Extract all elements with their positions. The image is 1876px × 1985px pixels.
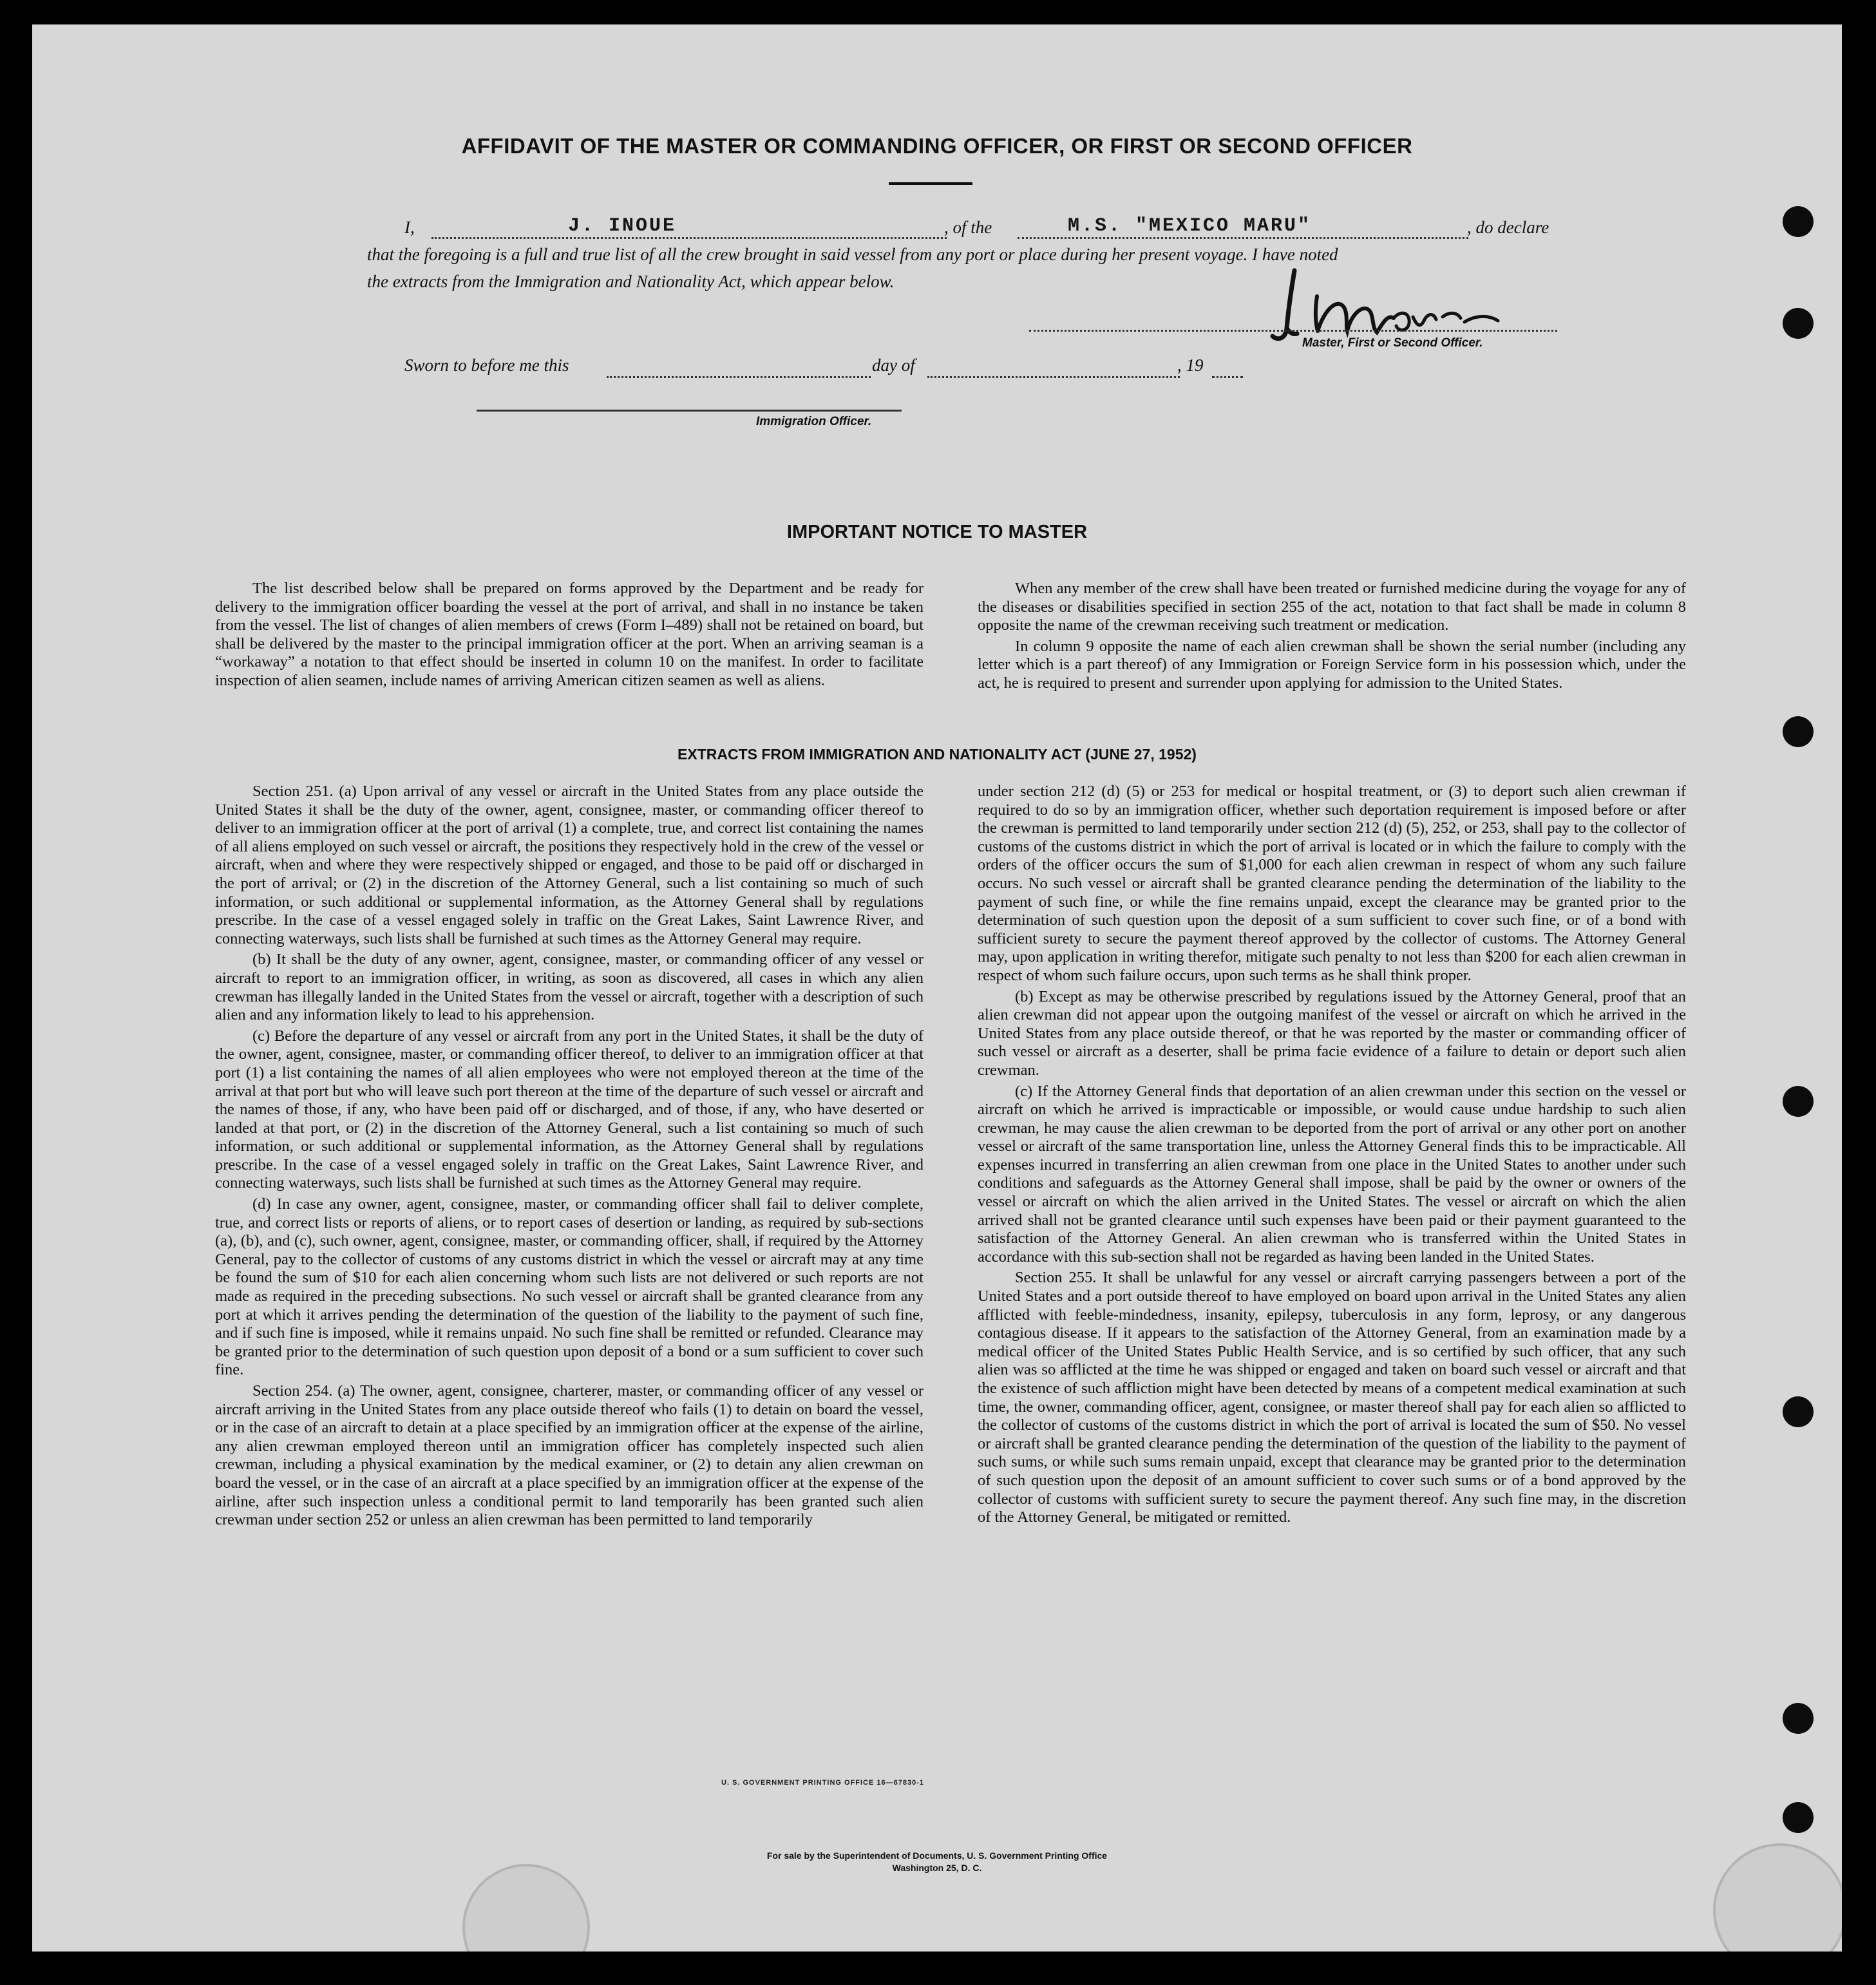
binder-hole — [1783, 1703, 1814, 1734]
immigration-officer-caption: Immigration Officer. — [756, 415, 872, 428]
section-251-a: Section 251. (a) Upon arrival of any vessel or aircraft in the United States from any place outside the United States it shall be the duty of the owner, agent, consignee, master, or commanding officer thereof to deliver to an immigration officer at the port of arrival (1) a complete, true, and correct list containing the names of all aliens employed on such vessel or aircraft, the positions they respectively hold in the crew of the vessel or aircraft, when and where they were respectively shipped or engaged, and those to be paid off or discharged in the port of arrival; or (2) in the discretion of the Attorney General, such a list containing so much of such information, or such additional or supplemental information, as the Attorney General shall by regulations prescribe. In the case of a vessel engaged solely in traffic on the Great Lakes, Saint Lawrence River, and connecting waterways, such lists shall be furnished at such times as the Attorney General may require. — [215, 783, 924, 947]
extracts-heading: EXTRACTS FROM IMMIGRATION AND NATIONALITY ACT (JUNE 27, 1952) — [677, 746, 1197, 763]
title-underline — [889, 182, 972, 185]
signature-line — [1029, 330, 1557, 332]
immigration-officer-line — [477, 410, 902, 412]
declaration-prefix: I, — [404, 218, 415, 237]
section-254-c: (c) If the Attorney General finds that deportation of an alien crewman under this section on the vessel or aircraft on which he arrived is impracticable or impossible, or would cause undue hardship to such alien crewman, he may cause the alien crewman to be deported from the port of arrival or any other port on another vessel or aircraft of the same transportation line, unless the Attorney General finds this to be impracticable. All expenses incurred in transferring an alien crewman from one place in the United States to another under such conditions and safeguards as the Attorney General shall impose, shall be paid by the owner or owners of the vessel or aircraft on which the alien arrived in the United States. The vessel or aircraft on which the alien arrived shall not be granted clearance until such expenses have been paid or their payment guaranteed to the satisfaction of the Attorney General. An alien crewman who is transferred within the United States in accordance with this sub-section shall not be regarded as having been landed in the United States. — [978, 1082, 1686, 1266]
binder-hole — [1783, 1802, 1814, 1833]
notice-paragraph: The list described below shall be prepared on forms approved by the Department and be ready for delivery to the immigration officer boarding the vessel at the port of arrival, and shall in no instance be taken from the vessel. The list of changes of alien members of crews (Form I–489) shall not be retained on board, but shall be delivered by the master to the principal immigration officer at the port. When an arriving seaman is a “workaway” a notation to that effect should be inserted in column 10 on the manifest. In order to facilitate inspection of alien seamen, include names of arriving American citizen seamen as well as aliens. — [215, 580, 924, 689]
binder-hole — [1783, 1396, 1814, 1427]
notice-paragraph: In column 9 opposite the name of each alien crewman shall be shown the serial number (including any letter which is a part thereof) of any Immigration or Foreign Service form in his possession which, under the act, he is required to present and surrender upon applying for admission to the United States. — [978, 637, 1686, 692]
do-declare-label: , do declare — [1467, 218, 1549, 237]
sworn-year-line — [1212, 376, 1243, 378]
binder-hole — [1783, 1086, 1814, 1117]
section-251-b: (b) It shall be the duty of any owner, agent, consignee, master, or commanding officer of any vessel or aircraft to report to an immigration officer, in writing, as soon as discovered, all cases in which any alien crewman has illegally landed in the United States from the vessel or aircraft, together with a description of such alien and any information likely to lead to his apprehension. — [215, 951, 924, 1024]
sale-notice — [32, 1850, 1842, 1874]
officer-name-field[interactable]: J. INOUE — [568, 215, 677, 237]
declaration-line-2: that the foregoing is a full and true list of all the crew brought in said vessel from any port or place during her present voyage. I have noted — [367, 245, 1338, 264]
section-254-a: Section 254. (a) The owner, agent, consignee, charterer, master, or commanding officer of any vessel or aircraft arriving in the United States from any place outside thereof who fails (1) to detain on board the vessel, or in the case of an aircraft to detain at a place specified by an immigration officer at the expense of the airline, any alien crewman employed thereon until an immigration officer has completely inspected such alien crewman, including a physical examination by the medical examiner, or (2) to detain any alien crewman on board the vessel, or in the case of an aircraft at a place specified by an immigration officer at the expense of the airline, after such inspection unless a conditional permit to land temporarily has been granted such alien crewman under section 252 or unless an alien crewman has been permitted to land temporarily — [215, 1382, 924, 1529]
printing-office-line: U. S. GOVERNMENT PRINTING OFFICE 16—67830-1 — [721, 1779, 925, 1787]
binder-hole — [1783, 206, 1814, 237]
signature-caption: Master, First or Second Officer. — [1302, 336, 1483, 350]
notice-right-column — [978, 580, 1686, 696]
section-254-a-continued: under section 212 (d) (5) or 253 for medical or hospital treatment, or (3) to deport such alien crewman if required to do so by an immigration officer, whether such deportation requirement is imposed before or after the crewman is permitted to land temporarily under section 212 (d) (5), 252, or 253, shall pay to the collector of customs of the customs district in which the port of arrival is located or in which the failure to comply with the orders of the officer occurs the sum of $1,000 for each alien crewman in respect of whom any such failure occurs. No such vessel or aircraft shall be granted clearance pending the determination of the liability to the payment of such fine, or while the fine remains unpaid, except the clearance may be granted prior to the determination of such question upon the deposit of a sum sufficient to cover such fine, or of a bond with sufficient surety to secure the payment thereof approved by the collector of customs. The Attorney General may, upon application in writing therefor, mitigate such penalty to not less than $200 for each alien crewman in respect of whom such failure occurs, upon such terms as he shall think proper. — [978, 783, 1686, 984]
affidavit-title: AFFIDAVIT OF THE MASTER OR COMMANDING OFFICER, OR FIRST OR SECOND OFFICER — [461, 134, 1413, 158]
officer-name-line — [431, 237, 947, 239]
vessel-name-field[interactable]: M.S. "MEXICO MARU" — [1068, 215, 1312, 237]
binder-hole — [1783, 716, 1814, 747]
year-label: , 19 — [1177, 356, 1204, 375]
section-255: Section 255. It shall be unlawful for any vessel or aircraft carrying passengers between a port of the United States and a port outside thereof to have employed on board upon arrival in the United States any alien afflicted with feeble-mindedness, insanity, epilepsy, tuberculosis in any form, leprosy, or any dangerous contagious disease. If it appears to the satisfaction of the Attorney General, from an examination made by a medical officer of the United States Public Health Service, and is so certified by such officer, that any such alien was so afflicted at the time he was shipped or engaged and taken on board such vessel or aircraft and that the existence of such affliction might have been detected by means of a competent medical examination at such time, the owner, commanding officer, agent, consignee, or master thereof shall pay for each alien so afflicted to the collector of customs of the customs district in which the port of arrival is located the sum of $50. No vessel or aircraft shall be granted clearance pending the determination of the question of the liability to the payment of such sums, or while such sums remain unpaid, except that clearance may be granted prior to the determination of such question upon the deposit of an amount sufficient to cover such sums or of a bond approved by the collector of customs with sufficient surety to secure the payment thereof. Any such fine may, in the discretion of the Attorney General, be mitigated or remitted. — [978, 1269, 1686, 1526]
sale-line: For sale by the Superintendent of Documents, U. S. Government Printing Office — [766, 1850, 1108, 1861]
of-the-label: , of the — [944, 218, 992, 237]
section-251-d: (d) In case any owner, agent, consignee, master, or commanding officer shall fail to deliver complete, true, and correct lists or reports of aliens, or to report cases of desertion or landing, as required by sub-sections (a), (b), and (c), such owner, agent, consignee, master, or commanding officer, shall, if required by the Attorney General, pay to the collector of customs of any customs district in which the vessel or aircraft may at any time be found the sum of $10 for each alien concerning whom such lists are not delivered or such reports are not made as required in the preceding subsections. No such vessel or aircraft shall be granted clearance from any port at which it arrives pending the determination of the question of the liability to the payment of such fine, and if such fine is imposed, while it remains unpaid. No such fine shall be remitted or refunded. Clearance may be granted prior to the determination of such question upon deposit of a bond or a sum sufficient to cover such fine. — [215, 1195, 924, 1379]
notice-heading: IMPORTANT NOTICE TO MASTER — [786, 522, 1088, 542]
form-sheet — [32, 24, 1842, 1952]
notice-left-column — [215, 580, 924, 693]
sworn-month-line — [927, 376, 1180, 378]
extracts-left-column — [215, 783, 924, 1532]
notice-paragraph: When any member of the crew shall have been treated or furnished medicine during the voyage for any of the diseases or disabilities specified in section 255 of the act, notation to that fact shall be made in column 8 opposite the name of the crewman receiving such treatment or medication. — [978, 580, 1686, 634]
faded-stamp — [462, 1864, 590, 1952]
extracts-right-column — [978, 783, 1686, 1530]
section-254-b: (b) Except as may be otherwise prescribed by regulations issued by the Attorney General, proof that an alien crewman did not appear upon the outgoing manifest of the vessel or aircraft on which he arrived in the United States from any place outside thereof, or that he was reported by the master or commanding officer of such vessel or aircraft as a deserter, shall be prima facie evidence of a failure to detain or deport such alien crewman. — [978, 987, 1686, 1079]
sworn-label: Sworn to before me this — [404, 356, 569, 375]
day-of-label: day of — [872, 356, 915, 375]
vessel-name-line — [1018, 237, 1468, 239]
section-251-c: (c) Before the departure of any vessel or aircraft from any port in the United States, it shall be the duty of the owner, agent, consignee, master, or commanding officer thereof, to deliver to an immigration officer at that port (1) a list containing the names of all alien employees who were not employed thereon at the time of the arrival at that port but who will leave such port thereon at the time of the departure of such vessel or aircraft and the names of those, if any, who have been paid off or discharged, and of those, if any, who have deserted or landed at that port, or (2) in the discretion of the Attorney General, such a list containing so much of such information, or such additional or supplemental information, as the Attorney General shall by regulations prescribe. In the case of a vessel engaged solely in traffic on the Great Lakes, Saint Lawrence River, and connecting waterways, such lists shall be furnished at such times as the Attorney General may require. — [215, 1027, 924, 1192]
binder-hole — [1783, 308, 1814, 339]
sale-address: Washington 25, D. C. — [892, 1863, 982, 1873]
sworn-day-line — [607, 376, 871, 378]
declaration-line-3: the extracts from the Immigration and Nationality Act, which appear below. — [367, 272, 895, 291]
